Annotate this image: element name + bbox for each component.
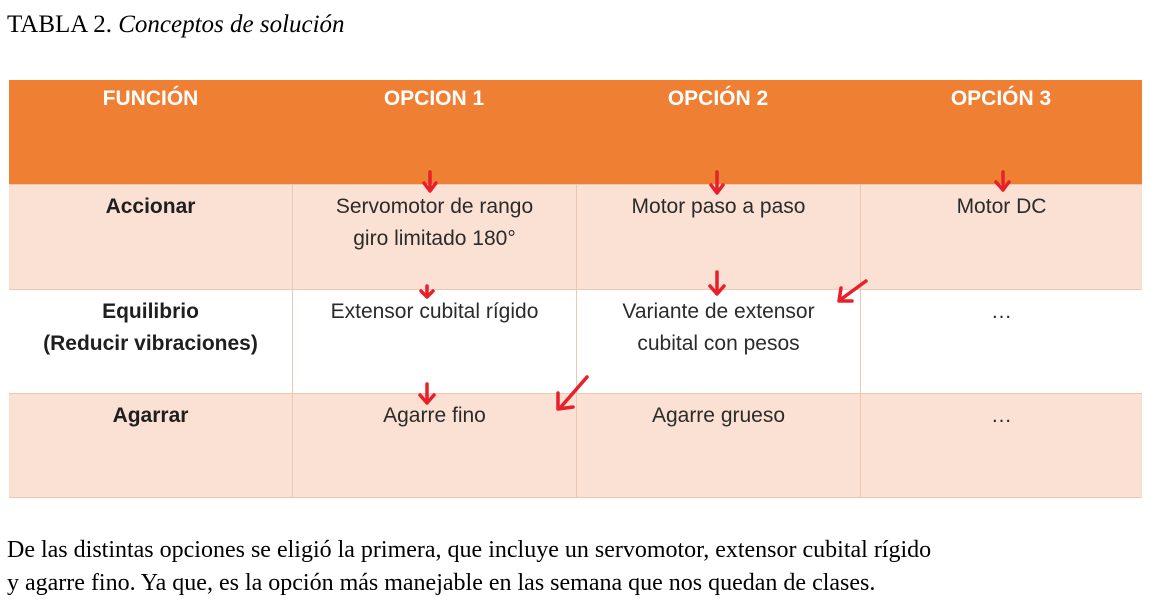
option-3-cell xyxy=(860,185,1142,289)
option-1-cell xyxy=(292,185,576,289)
function-sublabel: (Reducir vibraciones) xyxy=(43,332,258,355)
paragraph-line: y agarre fino. Ya que, es la opción más manejable en las semana que nos quedan de clases. xyxy=(7,570,876,596)
option-3-cell xyxy=(860,394,1142,497)
paragraph-line: De las distintas opciones se eligió la primera, que incluye un servomotor, extensor cubital rígido xyxy=(7,537,932,563)
option-text: Variante de extensor xyxy=(622,300,815,323)
table-header-row xyxy=(9,80,1142,184)
option-text: … xyxy=(991,404,1012,427)
option-text: Motor paso a paso xyxy=(631,195,806,218)
option-3-cell xyxy=(860,290,1142,393)
option-text: Motor DC xyxy=(956,195,1047,218)
option-text: Agarre grueso xyxy=(651,404,786,427)
option-text: giro limitado 180° xyxy=(353,227,516,250)
header-funcion: FUNCIÓN xyxy=(102,87,199,110)
solution-concepts-table xyxy=(9,80,1142,498)
caption-label: TABLA 2. xyxy=(7,11,112,38)
option-2-cell xyxy=(576,290,860,393)
option-2-cell xyxy=(576,185,860,289)
option-text: Servomotor de rango xyxy=(335,195,534,218)
function-cell xyxy=(9,290,292,393)
option-1-cell xyxy=(292,394,576,497)
function-cell xyxy=(9,394,292,497)
header-opcion-3: OPCIÓN 3 xyxy=(950,87,1052,110)
option-text: cubital con pesos xyxy=(637,332,800,355)
function-cell xyxy=(9,185,292,289)
table-row xyxy=(9,289,1142,393)
option-2-cell xyxy=(576,394,860,497)
table-caption xyxy=(7,9,345,41)
table-row xyxy=(9,184,1142,289)
caption-title: Conceptos de solución xyxy=(118,11,345,38)
option-text: Agarre fino xyxy=(383,404,486,427)
header-opcion-2: OPCIÓN 2 xyxy=(667,87,769,110)
option-text: … xyxy=(991,300,1012,323)
table-row xyxy=(9,393,1142,498)
function-label: Equilibrio xyxy=(102,300,199,323)
function-label: Accionar xyxy=(105,195,196,218)
header-opcion-1: OPCION 1 xyxy=(383,87,485,110)
function-label: Agarrar xyxy=(112,404,189,427)
option-text: Extensor cubital rígido xyxy=(330,300,539,323)
conclusion-paragraph xyxy=(7,534,1147,600)
option-1-cell xyxy=(292,290,576,393)
